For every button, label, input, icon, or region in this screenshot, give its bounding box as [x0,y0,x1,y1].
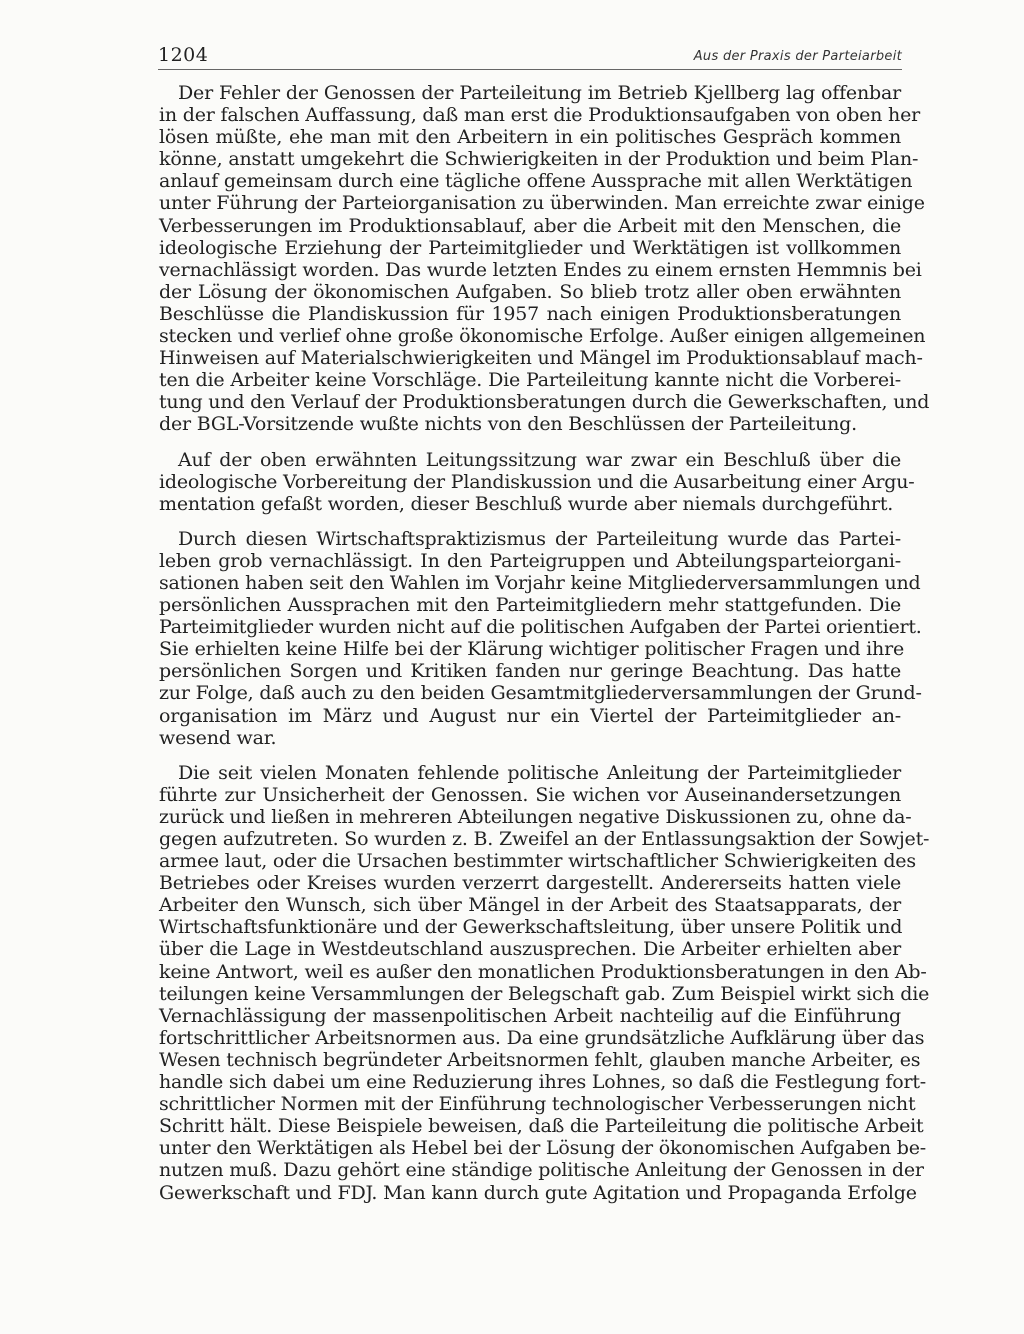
page-header [158,40,902,68]
text-line: über die Lage in Westdeutschland auszusprechen. Die Arbeiter erhielten aber [159,938,901,961]
text-line: wesend war. [159,726,277,749]
text-line: führte zur Unsicherheit der Genossen. Sie wichen vor Auseinandersetzungen [159,783,901,806]
text-line: persönlichen Aussprachen mit den Parteimitgliedern mehr stattgefunden. Die [159,594,901,617]
text-line: in der falschen Auffassung, daß man erst die Produktionsaufgaben von oben her [159,104,921,127]
header-rule [158,69,902,70]
text-line: tung und den Verlauf der Produktionsberatungen durch die Gewerkschaften, und [159,391,930,414]
text-line: zurück und ließen in mehreren Abteilungen negative Diskussionen zu, ohne da- [159,805,912,828]
text-line: könne, anstatt umgekehrt die Schwierigkeiten in der Produktion und beim Plan- [159,148,919,171]
text-line: Schritt hält. Diese Beispiele beweisen, daß die Parteileitung die politische Arbeit [159,1115,924,1138]
text-line: Betriebes oder Kreises wurden verzerrt dargestellt. Andererseits hatten viele [159,872,901,895]
text-line: stecken und verlief ohne große ökonomische Erfolge. Außer einigen allgemeinen [159,325,926,348]
text-line: schrittlicher Normen mit der Einführung technologischer Verbesserungen nicht [159,1093,916,1116]
text-line: nutzen muß. Dazu gehört eine ständige politische Anleitung der Genossen in der [159,1159,924,1182]
paragraph [159,527,922,749]
text-line: der BGL-Vorsitzende wußte nichts von den Beschlüssen der Parteileitung. [159,413,857,436]
text-line: Arbeiter den Wunsch, sich über Mängel in der Arbeit des Staatsapparats, der [159,894,901,917]
text-line: Auf der oben erwähnten Leitungssitzung war zwar ein Beschluß über die [178,448,901,471]
text-line: Beschlüsse die Plandiskussion für 1957 nach einigen Produktionsberatungen [159,302,901,325]
text-line: Der Fehler der Genossen der Parteileitung im Betrieb Kjellberg lag offenbar [178,82,901,104]
paragraph [159,82,930,436]
text-line: lösen müßte, ehe man mit den Arbeitern in ein politisches Gespräch kommen [159,126,901,149]
text-line: fortschrittlicher Arbeitsnormen aus. Da eine grundsätzliche Aufklärung über das [159,1026,925,1049]
text-line: ten die Arbeiter keine Vorschläge. Die Parteileitung kannte nicht die Vorberei- [159,369,901,392]
text-line: Sie erhielten keine Hilfe bei der Klärung wichtiger politischer Fragen und ihre [159,638,905,661]
text-line: vernachlässigt worden. Das wurde letzten Endes zu einem ernsten Hemmnis bei [159,258,922,281]
text-line: handle sich dabei um eine Reduzierung ihres Lohnes, so daß die Festlegung fort- [159,1071,927,1094]
text-line: keine Antwort, weil es außer den monatlichen Produktionsberatungen in den Ab- [159,960,927,983]
page-number: 1204 [158,44,209,66]
text-line: mentation gefaßt worden, dieser Beschluß wurde aber niemals durchgeführt. [159,492,894,515]
text-line: organisation im März und August nur ein Viertel der Parteimitglieder an- [159,704,901,727]
text-line: Gewerkschaft und FDJ. Man kann durch gute Agitation und Propaganda Erfolge [159,1181,917,1204]
text-line: leben grob vernachlässigt. In den Parteigruppen und Abteilungsparteiorgani- [159,549,901,572]
text-line: Vernachlässigung der massenpolitischen Arbeit nachteilig auf die Einführung [159,1004,901,1027]
text-line: Wesen technisch begründeter Arbeitsnormen fehlt, glauben manche Arbeiter, es [159,1048,921,1071]
paragraph [159,761,930,1204]
text-line: anlauf gemeinsam durch eine tägliche offene Aussprache mit allen Werktätigen [159,170,913,193]
text-line: zur Folge, daß auch zu den beiden Gesamtmitgliederversammlungen der Grund- [159,682,922,705]
text-line: der Lösung der ökonomischen Aufgaben. So blieb trotz aller oben erwähnten [159,280,901,303]
text-line: Durch diesen Wirtschaftspraktizismus der Parteileitung wurde das Partei- [178,527,901,550]
text-line: Parteimitglieder wurden nicht auf die politischen Aufgaben der Partei orientiert. [159,616,922,639]
text-line: Die seit vielen Monaten fehlende politische Anleitung der Parteimitglieder [178,761,901,784]
text-line: Verbesserungen im Produktionsablauf, aber die Arbeit mit den Menschen, die [159,214,901,237]
text-line: ideologische Erziehung der Parteimitglieder und Werktätigen ist vollkommen [159,236,901,259]
text-line: unter Führung der Parteiorganisation zu überwinden. Man erreichte zwar einige [159,192,925,215]
text-line: persönlichen Sorgen und Kritiken fanden nur geringe Beachtung. Das hatte [159,660,901,683]
text-line: armee laut, oder die Ursachen bestimmter wirtschaftlicher Schwierigkeiten des [159,850,916,873]
text-line: Wirtschaftsfunktionäre und der Gewerkschaftsleitung, über unsere Politik und [159,916,903,939]
body-text [159,82,930,1217]
text-line: sationen haben seit den Wahlen im Vorjahr keine Mitgliederversammlungen und [159,571,921,594]
running-head: Aus der Praxis der Parteiarbeit [693,49,902,64]
paragraph [159,448,915,515]
text-line: teilungen keine Versammlungen der Belegschaft gab. Zum Beispiel wirkt sich die [159,982,930,1005]
text-line: Hinweisen auf Materialschwierigkeiten und Mängel im Produktionsablauf mach- [159,347,923,370]
text-line: unter den Werktätigen als Hebel bei der Lösung der ökonomischen Aufgaben be- [159,1137,927,1160]
text-line: ideologische Vorbereitung der Plandiskussion und die Ausarbeitung einer Argu- [159,470,915,493]
text-line: gegen aufzutreten. So wurden z. B. Zweifel an der Entlassungsaktion der Sowjet- [159,828,930,850]
